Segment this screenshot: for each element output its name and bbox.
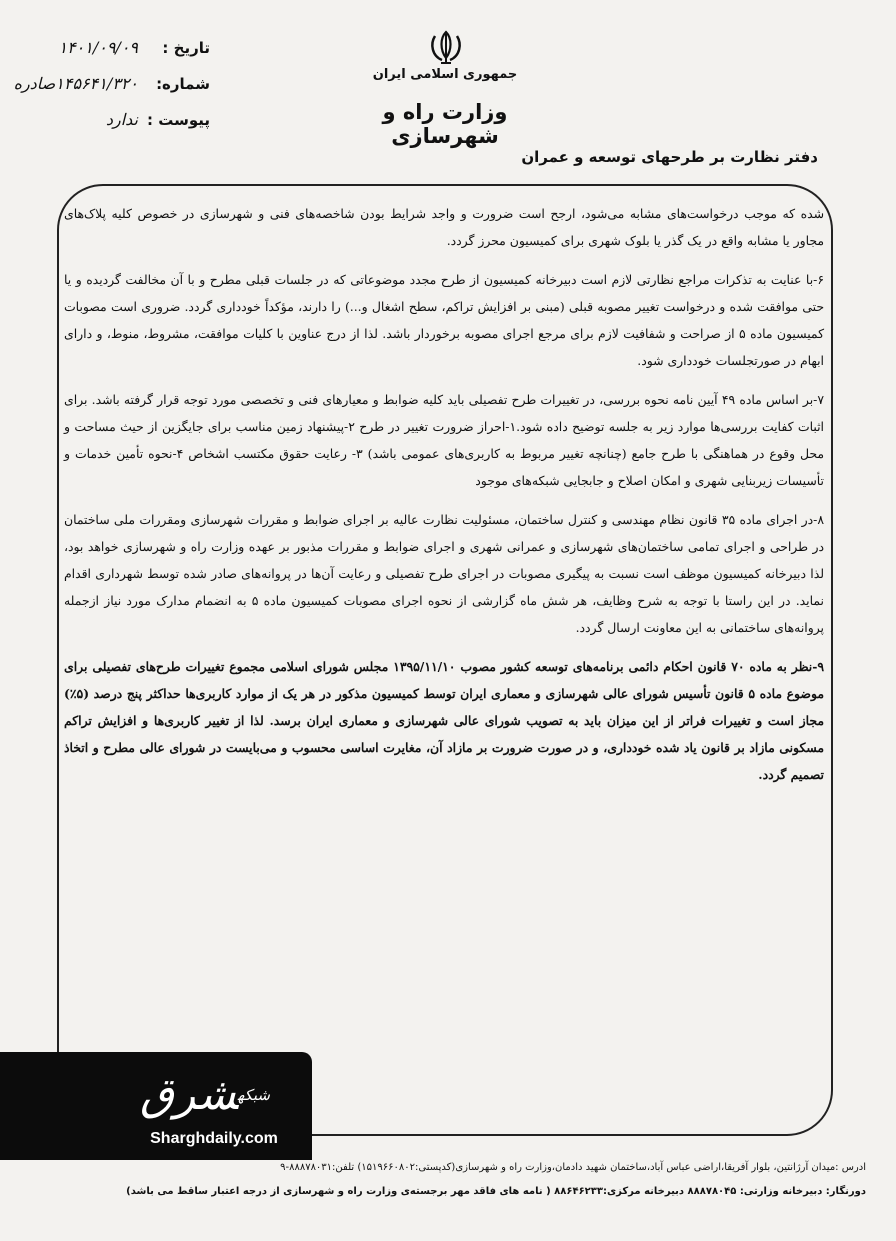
watermark-logo (120, 1060, 290, 1130)
attachment-row (106, 110, 210, 129)
letter-body (64, 200, 824, 800)
paragraph-item-9: ۹-نظر به ماده ۷۰ قانون احکام دائمی برنامه‌های توسعه کشور مصوب ۱۳۹۵/۱۱/۱۰ مجلس شورای اسلامی مجموع تغییرات طرح‌های تفصیلی برای موضوع ماده ۵ قانون تأسیس شورای عالی شهرسازی و معماری ایران توسط کمیسیون مذکور در هر یک از موارد کاربری‌ها حداکثر پنج درصد (۵٪) مجاز است و تغییرات فراتر از این میزان باید به تصویب شورای عالی شهرسازی و معماری ایران برسد. لذا از تغییر کاربری‌ها و افزایش تراکم مسکونی مازاد بر قانون یاد شده خودداری، و در صورت ضرورت بر مازاد آن، مغایرت اساسی محسوب و می‌بایست در شورای عالی مطرح و اتخاذ تصمیم گردد. (64, 659, 825, 782)
watermark-domain: Sharghdaily.com (150, 1130, 278, 1147)
paragraph-continuation: شده که موجب درخواست‌های مشابه می‌شود، ارجح است ضرورت و واجد شرایط بودن شاخصه‌های فنی و شهرسازی در خصوص کلیه پلاک‌های مجاور یا مشابه واقع در یک گذر یا بلوک شهری برای کمیسیون محرز گردد. (64, 206, 824, 248)
footer-fax: دورنگار: دبیرخانه وزارتی: ۸۸۸۷۸۰۴۵ دبیرخانه مرکزی:۸۸۶۴۶۲۳۳ ( نامه های فاقد مهر برجسته‌ی وزارت راه و شهرسازی از درجه اعتبار ساقط می باشد) (126, 1186, 866, 1197)
number-value: ۱۴۵۶۴۱/۳۲۰صادره (13, 74, 138, 93)
attachment-label: پیوست : (146, 111, 210, 129)
ministry-title: وزارت راه و شهرسازی (382, 100, 508, 148)
footer-address: ادرس :میدان آرژانتین، بلوار آفریقا،اراضی عباس آباد،ساختمان شهید دادمان،وزارت راه و شهرسازی(کدپستی:۱۵۱۹۶۶۰۸۰۲) تلفن:۸۸۸۷۸۰۳۱-۹ (280, 1162, 866, 1173)
watermark-logo-main: شرق (140, 1069, 238, 1120)
paragraph-item-8: ۸-در اجرای ماده ۳۵ قانون نظام مهندسی و کنترل ساختمان، مسئولیت نظارت عالیه بر اجرای ضوابط و مقررات شهرسازی ومقررات ملی ساختمان در طراحی و اجرای تمامی ساختمان‌های شهرسازی و عمرانی شهری و اجرای ضوابط و مقررات مذبور بر عهده وزارت راه و شهرسازی خواهد بود، لذا دبیرخانه کمیسیون موظف است نسبت به پیگیری مصوبات در اجرای طرح تفصیلی و رعایت آن‌ها در پروانه‌های صادر شده توسط شهرداری اقدام نماید. در این راستا با توجه به شرح وظایف، هر شش ماه گزارشی از نحوه اجرای مصوبات کمیسیون ماده ۵ به انضمام مدارک مورد نیاز ازجمله پروانه‌های ساختمانی به این معاونت ارسال گردد. (64, 512, 824, 635)
number-label: شماره: (156, 75, 210, 93)
attachment-value: ندارد (105, 110, 138, 129)
date-label: تاریخ : (162, 39, 210, 57)
number-row (14, 74, 210, 93)
date-row (58, 38, 210, 57)
paragraph-item-6: ۶-با عنایت به تذکرات مراجع نظارتی لازم است دبیرخانه کمیسیون از طرح مجدد موضوعاتی که در جلسات قبلی مطرح و با آن مخالفت گردیده و یا حتی موافقت شده و درخواست تغییر مصوبه قبلی (مبنی بر افزایش تراکم، سطح اشغال و...) را دارند، مؤکداً خودداری گردد. ضروری است مصوبات کمیسیون ماده ۵ از صراحت و شفافیت لازم برای مرجع اجرای مصوبه برخوردار باشد. لذا از درج عناوین با کلیات موافقت، مشروط، منوط، و دارای ابهام در صورتجلسات خودداری شود. (64, 272, 824, 368)
iran-emblem-icon (424, 28, 468, 68)
paragraph-item-7: ۷-بر اساس ماده ۴۹ آیین نامه نحوه بررسی، در تغییرات طرح تفصیلی باید کلیه ضوابط و معیارهای فنی و تخصصی مورد توجه قرار گرفته باشد. برای اثبات کفایت بررسی‌ها موارد زیر به جلسه توضیح داده شود.۱-احراز ضرورت تغییر در طرح ۲-پیشنهاد زمین مناسب برای جایگزین از حیث مساحت و محل وقوع در هماهنگی با طرح جامع (چنانچه تغییر مربوط به کاربری‌های عمومی باشد) ۳- رعایت حقوق مکتسب اشخاص ۴-نحوه تأمین خدمات و تأسیسات زیربنایی شهری و امکان اصلاح و جابجایی شبکه‌های موجود (64, 392, 825, 488)
date-value: ۱۴۰۱/۰۹/۰۹ (58, 38, 138, 57)
watermark-logo-small: شبکه (237, 1086, 270, 1104)
republic-title: جمهوری اسلامی ایران (372, 67, 518, 82)
office-title: دفتر نظارت بر طرحهای توسعه و عمران (521, 148, 818, 166)
